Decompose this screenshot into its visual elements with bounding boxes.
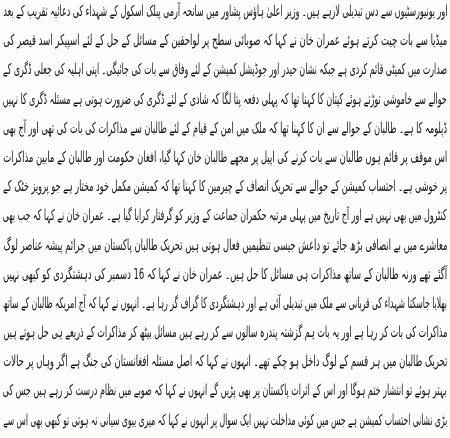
article-line-text: مذاکرات کی بات کر رہا ہے اور یہ بات ہم گزشتہ پندرہ سالوں سے کر رہے ہیں مسائل بیٹھ کر مذاکرات کے ذریعے ہی حل ہوتے ہیں bbox=[3, 323, 447, 342]
article-line bbox=[3, 114, 447, 143]
article-line-text: اور یونیورسٹیوں سے دس تبدیلی لارہے ہیں۔ وزیر اعلیٰ ہاؤس پشاور میں سانحہ آرمی پبلک اسکول کے شہداء کی دعائیہ تقریب کے بعد bbox=[3, 2, 447, 20]
article-line bbox=[3, 376, 447, 405]
article-line-text: تحریک طالبان میں ہر قسم کے لوگ داخل ہو چکے تھے۔ انہوں نے کہا کہ اصل مسئلہ افغانستان کی جنگ ہے اگر وہاں پر حالات bbox=[3, 352, 447, 371]
article-line bbox=[3, 289, 447, 318]
article-line bbox=[3, 260, 447, 289]
article-line bbox=[3, 172, 447, 201]
article-line bbox=[3, 55, 447, 84]
article-line-text: میڈیا سے بات چیت کرتے ہوئے عمران خان نے کہا کہ صوبائی سطح پر لواحقین کے مسائل کے حل کے لئے اسپیکر اسد قیصر کی bbox=[3, 31, 447, 50]
article-line-text: پر خوشی ہے۔ احتساب کمیشن کے حوالے سے تحریک انصاف کے چیرمین کا کہنا تھا کہ کمیشن مکمل خود مختار ہے جو پرویز خٹک کے bbox=[3, 177, 447, 196]
article-line bbox=[3, 143, 447, 172]
article-line bbox=[3, 26, 447, 55]
article-line bbox=[3, 0, 447, 26]
article-line bbox=[3, 406, 447, 435]
article-line-text: کنٹرول میں بھی نہیں ہے اور آج تاریخ میں پہلی مرتبہ حکمران جماعت کے وزیر کو گرفتار کرایا گیا ہے۔ عمران خان نے کہا کہ جب بھی bbox=[3, 206, 447, 225]
article-line-text: ڈپلومہ کا ہے۔ طالبان کے حوالے سے ان کا کہنا تھا کہ ملک میں امن کے قیام کے لئے طالبان سے مذاکرات کی بات کی تھی اور آج بھی bbox=[3, 118, 447, 137]
article-line bbox=[3, 318, 447, 347]
article-line-text: اس موقف پر قائم ہوں طالبان سے بات کرنے کی اپیل پر مجھے طالبان خان کہا گیا، افغان حکومت اور طالبان کے مابین مذاکرات bbox=[3, 147, 447, 166]
article-line bbox=[3, 85, 447, 114]
article-line-text: معاشرے میں بے انصافی بڑھ جائے تو داعش جیسی تنظیمیں فعال ہوتی ہیں تحریک طالبان پاکستان میں جرائم پیشہ عناصر لوگ bbox=[3, 235, 447, 254]
article-line-text: بڑی نشانی احتساب کمیشن ہے جس میں کوئی مداخلت نہیں ایک سوال پر انہوں نے کہا کہ میری بیوی سیانی نہ ہوتی تو کبھی بھی اس سے bbox=[3, 410, 447, 429]
article-line bbox=[3, 347, 447, 376]
article-line bbox=[3, 231, 447, 260]
article-line-text: بھلایا جاسکتا شہداء کی قربانی سے ملک میں تبدیلی آئی ہے اور دہشتگردی کا گراف گر رہا ہے۔ انہوں نے کہا کہ آج امریکہ طالبان کے ساتھ bbox=[3, 293, 447, 312]
article-line-text: بہتر ہوئے تو انتشار ختم ہوگا اور اس کے اثرات پاکستان پر بھی پڑیں گے انہوں نے کہا کہ صوبے میں نظام درست کر رہے ہیں جس کی bbox=[2, 381, 447, 400]
article-text-column bbox=[3, 0, 447, 435]
article-line-text: صدارت میں کمیٹی قائم کردی ہے جبکہ نشان حیدر اور جوڈیشل کمیشن کے لئے وفاق سے بات کی جائیگی۔ اپنی اہلیہ کی جعلی ڈگری کے bbox=[3, 60, 447, 79]
article-line bbox=[3, 201, 447, 230]
article-line-text: حوالے سے خاموشی توڑتے ہوئے کپتان کا کہنا تھا کہ پہلی دفعہ پتا لگا کہ شادی کے لئے ڈگری کی ضرورت ہوتی ہے مسئلہ ڈگری کا نہیں bbox=[3, 89, 447, 108]
article-line-text: آگئے تھے ورنہ طالبان کے ساتھ مذاکرات ہی مسائل کا حل ہیں۔ عمران خان نے کہا کہ 16 دسمبر کی دہشتگردی کو کبھی نہیں bbox=[3, 264, 447, 283]
